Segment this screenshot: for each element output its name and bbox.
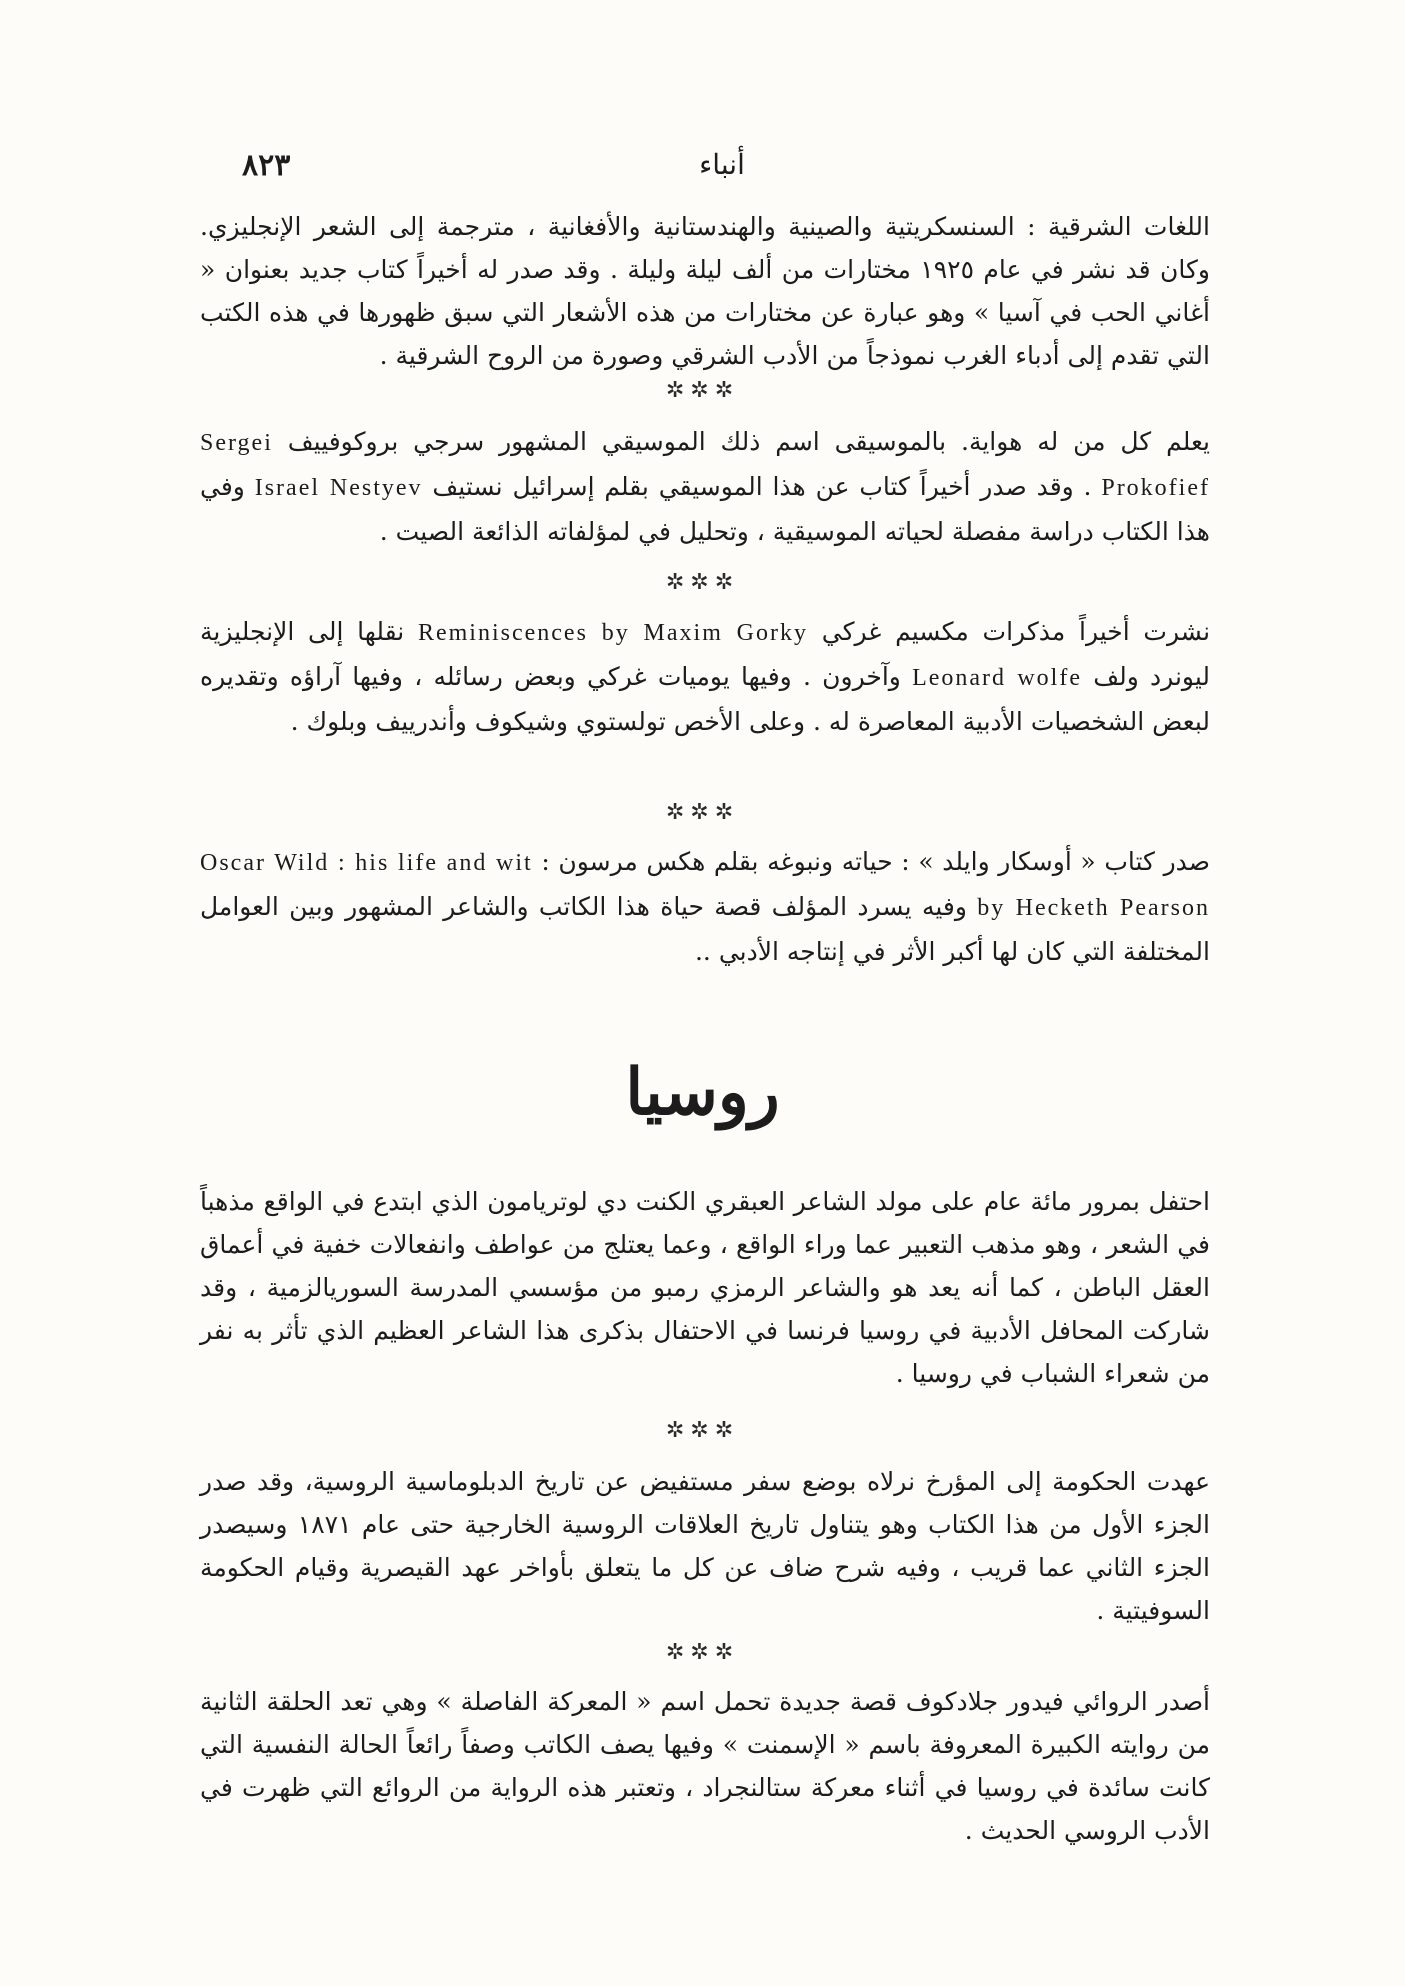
paragraph-text: وفيه يسرد المؤلف قصة حياة هذا الكاتب والشاعر المشهور وبين العوامل المختلفة التي كان لها أكبر الأثر في إنتاجه الأدبي ..: [200, 892, 1210, 966]
section-heading-russia: روسيا: [625, 1055, 780, 1130]
news-item-lautreamont: [200, 1180, 1210, 1395]
paragraph-text: نقلها إلى الإنجليزية ليونرد ولف: [200, 617, 1210, 691]
paragraph: اللغات الشرقية : السنسكريتية والصينية والهندستانية والأفغانية ، مترجمة إلى الشعر الإنجليزي. وكان قد نشر في عام ١٩٢٥ مختارات من ألف ليلة وليلة . وقد صدر له أخيراً كتاب جديد بعنوان « أغاني الحب في آسيا » وهو عبارة عن مختارات من هذه الأشعار التي سبق ظهورها في هذه الكتب التي تقدم إلى أدباء الغرب نموذجاً من الأدب الشرقي وصورة من الروح الشرقية .: [200, 212, 1210, 370]
paragraph: احتفل بمرور مائة عام على مولد الشاعر العبقري الكنت دي لوتريامون الذي ابتدع في الواقع مذهباً في الشعر ، وهو مذهب التعبير عما وراء الواقع ، وعما يعتلج من عواطف وانفعالات خفية في أعماق العقل الباطن ، كما أنه يعد هو والشاعر الرمزي رمبو من مؤسسي المدرسة السوريالزمية ، وقد شاركت المحافل الأدبية في روسيا فرنسا في الاحتفال بذكرى هذا الشاعر العظيم الذي تأثر به نفر من شعراء الشباب في روسيا .: [200, 1187, 1210, 1388]
news-item-diplomacy-history: [200, 1460, 1210, 1632]
item-separator: ✲✲✲: [665, 570, 740, 595]
paragraph: [200, 610, 1210, 743]
item-separator: ✲✲✲: [665, 800, 740, 825]
paragraph: أصدر الروائي فيدور جلادكوف قصة جديدة تحمل اسم « المعركة الفاصلة » وهي تعد الحلقة الثانية من روايته الكبيرة المعروفة باسم « الإسمنت » وفيها يصف الكاتب وصفاً رائعاً الحالة النفسية التي كانت سائدة في روسيا في أثناء معركة ستالنجراد ، وتعتبر هذه الرواية من الروائع التي ظهرت في الأدب الروسي الحديث .: [200, 1687, 1210, 1845]
paragraph-text: وآخرون . وفيها يوميات غركي وبعض رسائله ، وفيها آراؤه وتقديره لبعض الشخصيات الأدبية المعاصرة له . وعلى الأخص تولستوي وشيكوف وأندرييف وبلوك .: [200, 662, 1210, 736]
paragraph: [200, 840, 1210, 973]
news-item-oriental-poetry: [200, 205, 1210, 377]
news-item-oscar-wilde: [200, 840, 1210, 973]
item-separator: ✲✲✲: [665, 1640, 740, 1665]
news-item-gorky: [200, 610, 1210, 743]
paragraph-text: يعلم كل من له هواية. بالموسيقى اسم ذلك الموسيقي المشهور سرجي بروكوفييف: [287, 427, 1210, 456]
item-separator: ✲✲✲: [665, 378, 740, 403]
news-item-gladkov: [200, 1680, 1210, 1852]
paragraph: عهدت الحكومة إلى المؤرخ نرلاه بوضع سفر مستفيض عن تاريخ الدبلوماسية الروسية، وقد صدر الجزء الأول من هذا الكتاب وهو يتناول تاريخ العلاقات الروسية الخارجية حتى عام ١٨٧١ وسيصدر الجزء الثاني عما قريب ، وفيه شرح ضاف عن كل ما يتعلق بأواخر عهد القيصرية وقيام الحكومة السوفيتية .: [200, 1467, 1210, 1625]
running-head: [242, 148, 1202, 188]
running-head-title: أنباء: [699, 148, 745, 181]
latin-title: Reminiscences by Maxim Gorky: [417, 620, 808, 646]
paragraph-text: نشرت أخيراً مذكرات مكسيم غركي: [821, 617, 1211, 646]
latin-name: Leonard wolfe: [912, 665, 1082, 691]
paragraph-text: وفي هذا الكتاب دراسة مفصلة لحياته الموسيقية ، وتحليل في لمؤلفاته الذائعة الصيت .: [200, 472, 1210, 546]
paragraph: [200, 420, 1210, 553]
latin-name: Israel Nestyev: [254, 475, 423, 501]
latin-title: Oscar Wild : his life and wit by Hecketh Pearson: [200, 850, 1210, 921]
news-item-prokofiev: [200, 420, 1210, 553]
page-number: ٨٢٣: [242, 148, 291, 183]
paragraph-text: صدر كتاب « أوسكار وايلد » : حياته ونبوغه بقلم هكس مرسون :: [541, 847, 1210, 876]
paragraph-text: . وقد صدر أخيراً كتاب عن هذا الموسيقي بقلم إسرائيل نستيف: [432, 472, 1092, 501]
item-separator: ✲✲✲: [665, 1418, 740, 1443]
latin-name: Sergei Prokofief: [200, 430, 1210, 501]
